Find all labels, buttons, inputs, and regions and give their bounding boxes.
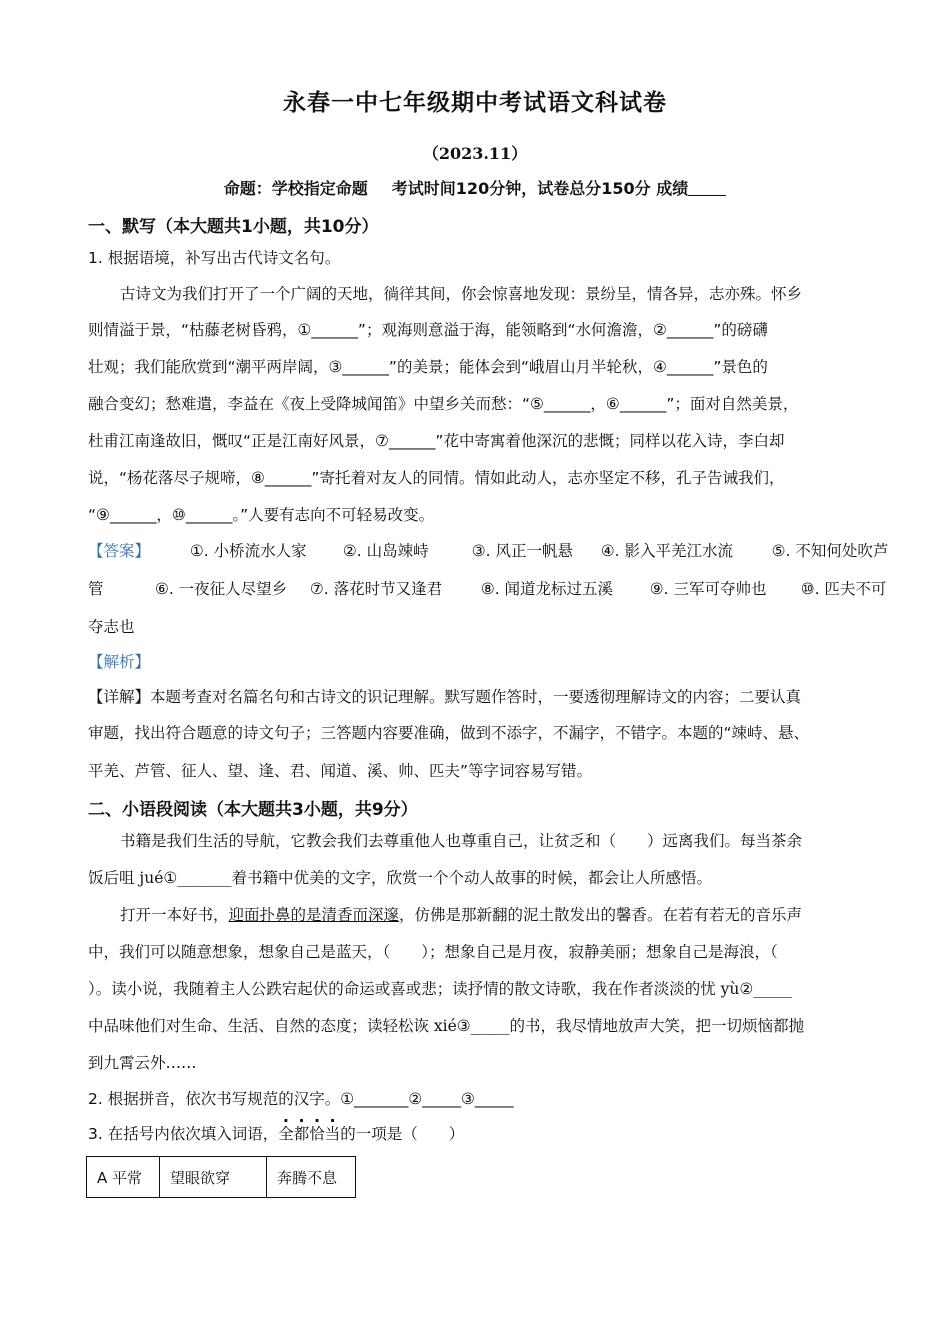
answer-row (88, 541, 888, 561)
reading-line: 中，我们可以随意想象，想象自己是蓝天，（ ）；想象自己是月夜，寂静美丽；想象自己是海浪，（ (88, 943, 778, 961)
answer-item: ③. 风正一帆悬 (471, 542, 574, 560)
answer-item: ⑧. 闻道龙标过五溪 (480, 580, 614, 598)
dotted-char: 当 (324, 1125, 341, 1143)
answer-item: ⑥. 一夜征人尽望乡 (154, 580, 288, 598)
grade-blank[interactable] (688, 179, 726, 196)
page-title: 永春一中七年级期中考试语文科试卷 (283, 90, 667, 116)
answer-item: ⑦. 落花时节又逢君 (309, 580, 443, 598)
exam-date: （2023.11） (422, 144, 528, 163)
answer-item: ④. 影入平羌江水流 (600, 542, 733, 560)
passage-line: 说，“杨花落尽子规啼，⑧______”寄托着对友人的同情。情如此动人，志亦坚定不移，孔子告诫我们， (88, 469, 785, 487)
answer-item: ⑨. 三军可夺帅也 (649, 580, 767, 598)
dotted-char: 全 (278, 1125, 294, 1143)
answer-item: ②. 山岛竦峙 (342, 542, 429, 560)
answer-item: ①. 小桥流水人家 (189, 542, 307, 560)
reading-text: 打开一本好书， (120, 906, 229, 924)
reading-line: 饭后咀 jué①_______着书籍中优美的文字，欣赏一个个动人故事的时候，都会让人所感悟。 (88, 869, 713, 887)
answer-item: ⑩. 匹夫不可 (800, 580, 887, 598)
passage-line: 古诗文为我们打开了一个广阔的天地，徜徉其间，你会惊喜地发现：景纷呈，情各异，志亦殊。怀乡 (120, 285, 803, 303)
passage-line: 杜甫江南逢故旧，慨叹“正是江南好风景，⑦______”花中寄寓着他深沉的悲慨；同样以花入诗，李白却 (88, 432, 785, 450)
reading-text: ，仿佛是那新翻的泥土散发出的馨香。在若有若无的音乐声 (399, 906, 803, 924)
exam-time-score: 考试时间120分钟，试卷总分150分 (391, 179, 651, 198)
option-cell: A 平常 (87, 1157, 160, 1198)
grade-label: 成绩 (656, 179, 689, 198)
question-3 (88, 1124, 464, 1144)
answer-row (88, 579, 886, 599)
exam-meta (0, 176, 950, 199)
option-cell: 望眼欲穿 (160, 1157, 267, 1198)
detail-line: 审题，找出符合题意的诗文句子；三答题内容要准确，做到不添字，不漏字，不错字。本题的“竦峙、悬、 (88, 724, 810, 742)
dotted-char: 都 (293, 1125, 310, 1143)
options-table (86, 1156, 356, 1198)
passage-line: 则情溢于景，“枯藤老树昏鸦，①______”；观海则意溢于海，能领略到“水何澹澹，②______”的磅礴 (88, 321, 768, 339)
exam-author: 命题：学校指定命题 (223, 179, 368, 198)
answer-label: 【答案】 (88, 542, 151, 560)
q3-text: 3. 在括号内依次填入词语， (88, 1125, 279, 1143)
section1-heading: 一、默写（本大题共1小题，共10分） (88, 217, 379, 237)
passage-line: “⑨______，⑩______。”人要有志向不可轻易改变。 (88, 506, 435, 524)
option-cell: 奔腾不息 (267, 1157, 356, 1198)
reading-line: 书籍是我们生活的导航，它教会我们去尊重他人也尊重自己，让贫乏和（ ）远离我们。每当茶余 (120, 832, 803, 850)
passage-line: 融合变幻；愁难遣，李益在《夜上受降城闻笛》中望乡关而愁：“⑤______，⑥______”；面对自然美景， (88, 395, 799, 413)
reading-line: ）。读小说，我随着主人公跌宕起伏的命运或喜或悲；读抒情的散文诗歌，我在作者淡淡的忧 yù②_____ (88, 980, 793, 998)
detail-line: 平羌、芦管、征人、望、逢、君、闻道、溪、帅、匹夫”等字词容易写错。 (88, 762, 593, 780)
reading-line: 到九霄云外…… (88, 1054, 197, 1072)
reading-line (120, 905, 802, 925)
analysis-label: 【解析】 (88, 653, 151, 671)
detail-line: 【详解】本题考查对名篇名句和古诗文的识记理解。默写题作答时，一要透彻理解诗文的内容；二要认真 (88, 688, 802, 706)
answer-item: ⑤. 不知何处吹芦 (771, 542, 889, 560)
section2-heading: 二、小语段阅读（本大题共3小题，共9分） (88, 800, 418, 820)
passage-line: 壮观；我们能欣赏到“潮平两岸阔，③______”的美景；能体会到“峨眉山月半轮秋，④______”景色的 (88, 358, 768, 376)
table-row (87, 1157, 356, 1198)
q3-text: 的一项是（ ） (340, 1125, 465, 1143)
question-1: 1. 根据语境，补写出古代诗文名句。 (88, 249, 341, 267)
answer-item: 管 (88, 580, 104, 598)
reading-line: 中品味他们对生命、生活、自然的态度；读轻松诙 xié③_____的书，我尽情地放声大笑，把一切烦恼都抛 (88, 1017, 804, 1035)
underlined-phrase: 迎面扑鼻的是清香而深邃 (228, 906, 400, 924)
answer-item: 夺志也 (88, 618, 135, 636)
dotted-char: 恰 (309, 1125, 325, 1143)
question-2: 2. 根据拼音，依次书写规范的汉字。①_______②_____③_____ (88, 1090, 514, 1108)
